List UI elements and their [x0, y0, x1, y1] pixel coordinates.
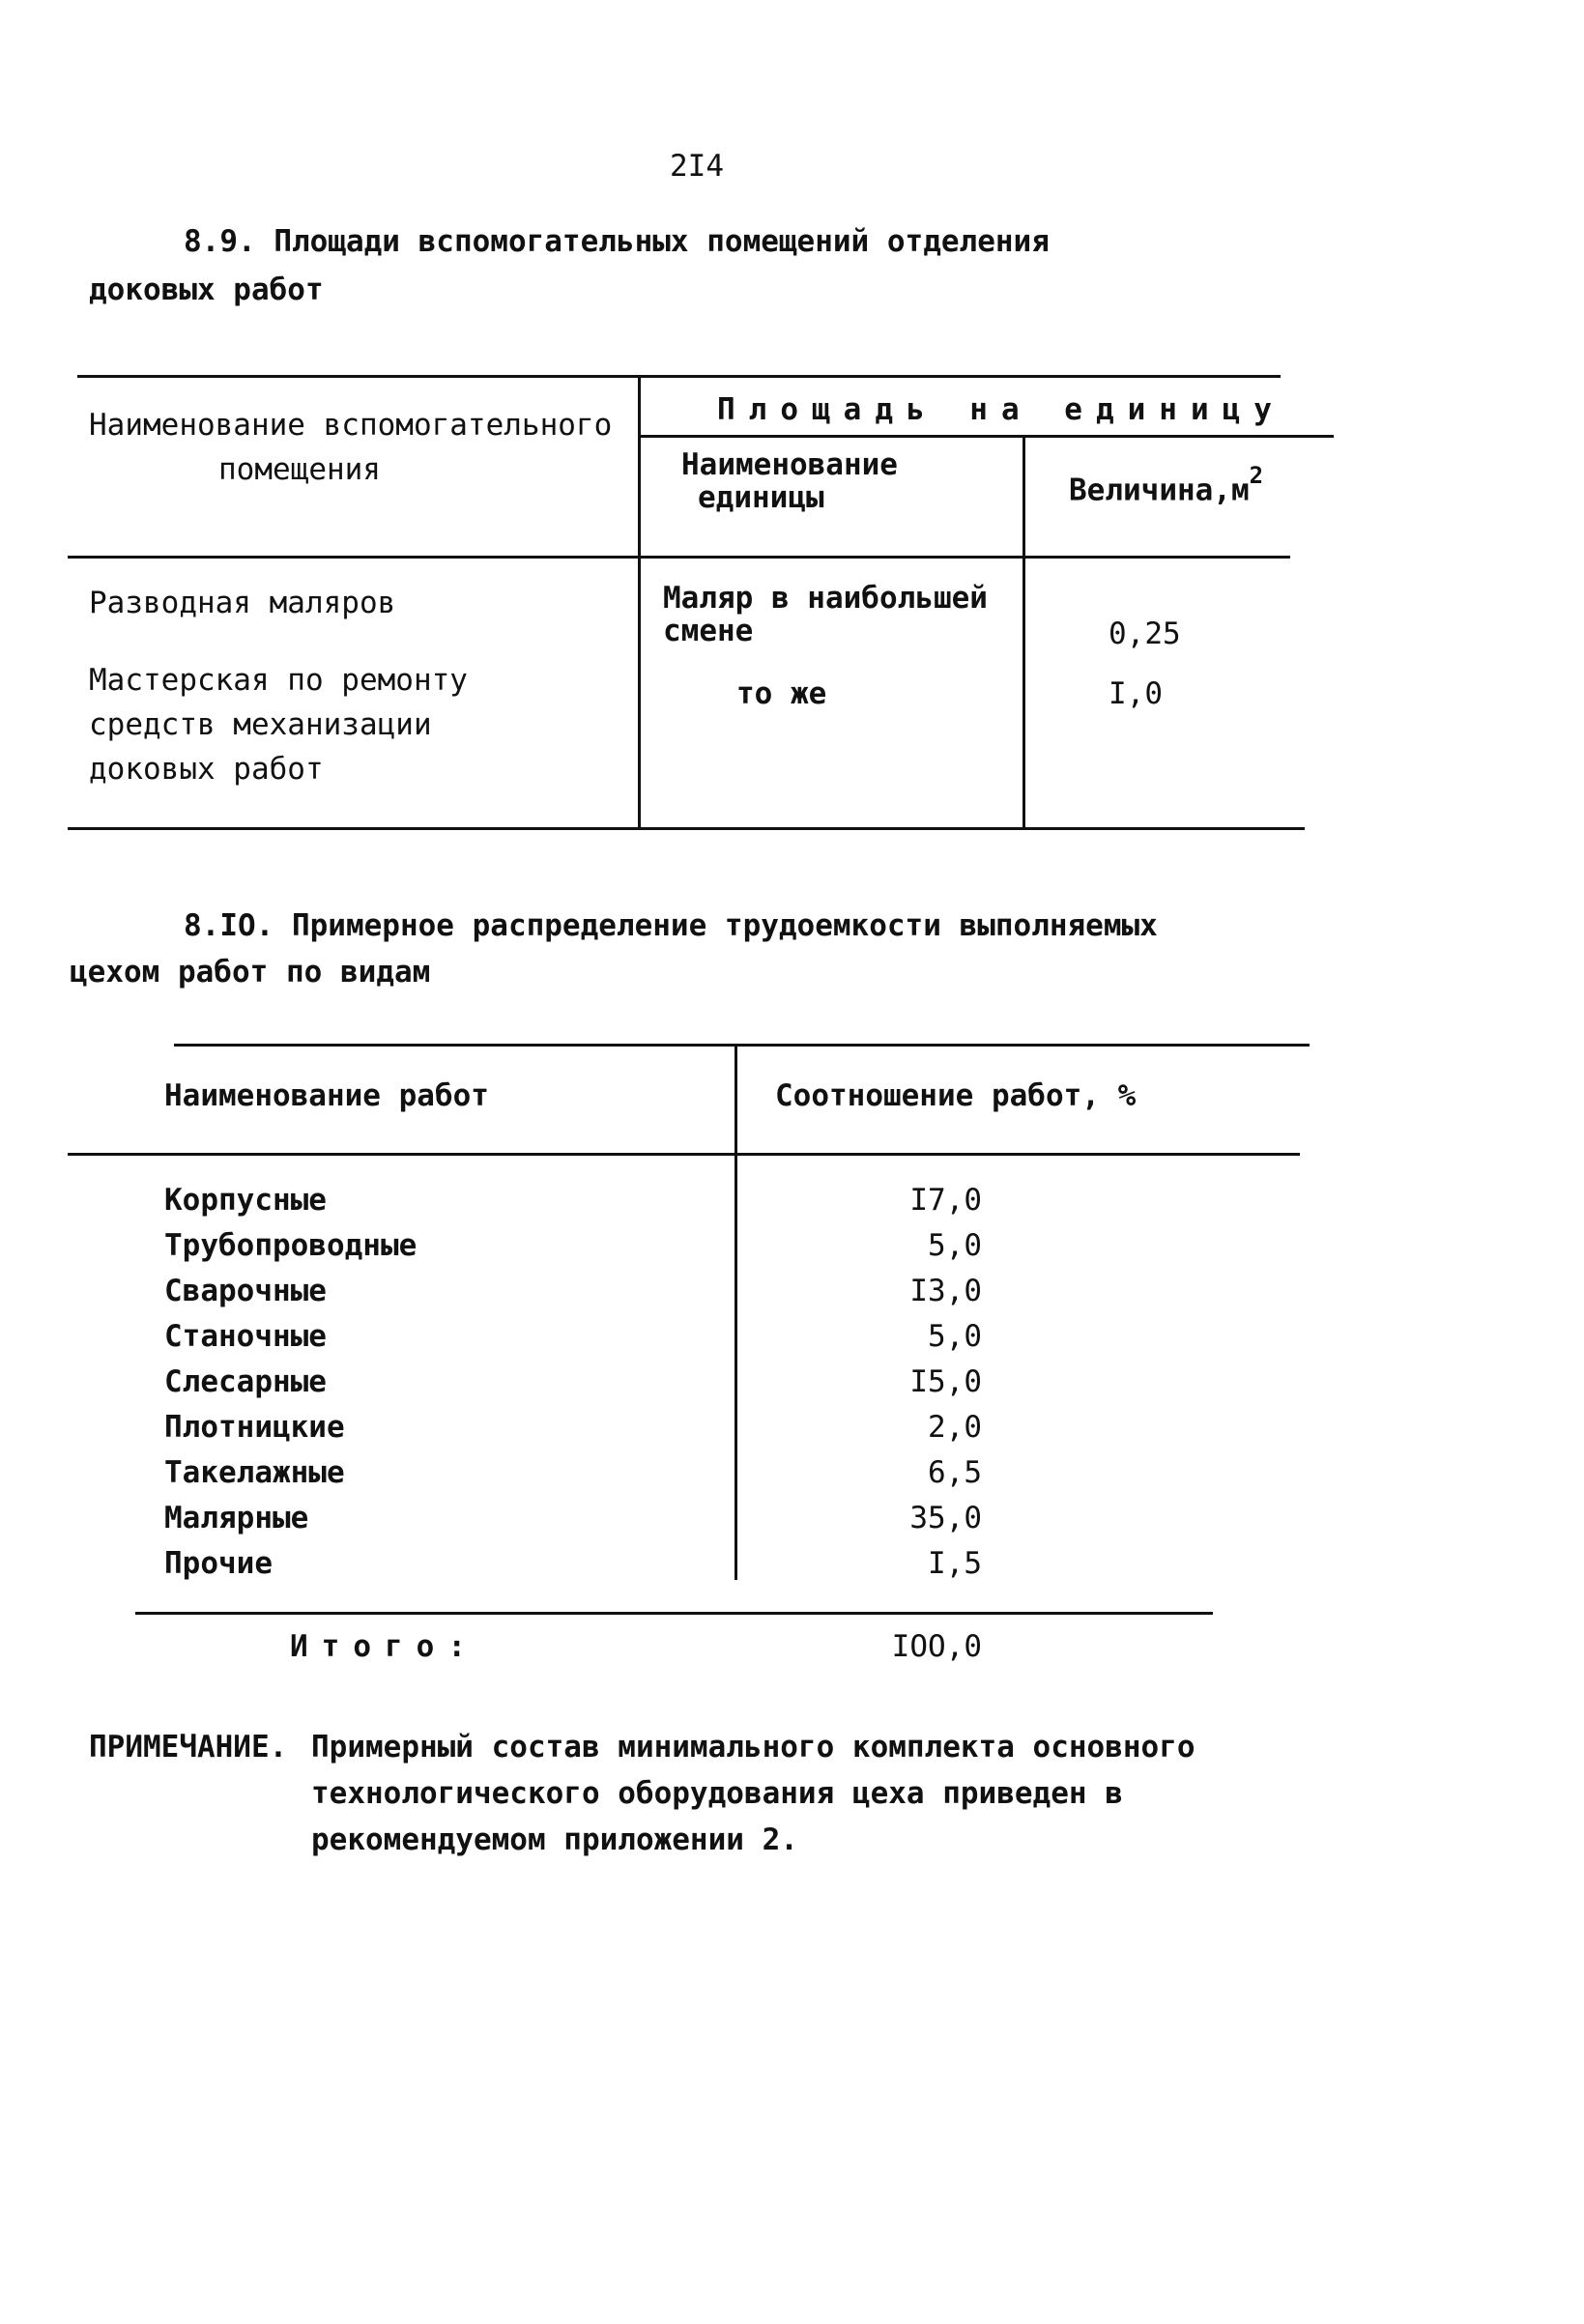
- table1-divider-1: [638, 375, 641, 829]
- table2-row-name: Трубопроводные: [164, 1228, 418, 1263]
- page-number: 2I4: [670, 149, 724, 184]
- table2-row-name: Такелажные: [164, 1455, 345, 1490]
- table1-row2-name-line1: Мастерская по ремонту: [89, 663, 468, 698]
- table2-total-value: IOO,0: [891, 1629, 982, 1664]
- table1-group-header: Площадь на единицу: [717, 392, 1285, 427]
- table2-top-rule: [174, 1044, 1310, 1047]
- table2-row-value: I,5: [928, 1546, 982, 1581]
- table2-row-value: 6,5: [928, 1455, 982, 1490]
- table1-header-rule: [68, 556, 1290, 559]
- table2-row-name: Станочные: [164, 1319, 327, 1354]
- table2-col1-header: Наименование работ: [164, 1078, 489, 1113]
- table2-total-rule: [135, 1612, 1213, 1615]
- table1-col1-header-line2: помещения: [218, 452, 381, 487]
- section-8-10-heading-line1: 8.IO. Примерное распределение трудоемкости выполняемых: [184, 908, 1158, 943]
- table2-row-name: Плотницкие: [164, 1410, 345, 1445]
- note-line3: рекомендуемом приложении 2.: [311, 1822, 798, 1857]
- table2-row-name: Прочие: [164, 1546, 273, 1581]
- table2-row-name: Корпусные: [164, 1183, 327, 1218]
- table1-col3-header-text: Величина,м: [1069, 473, 1250, 508]
- table1-row2-name-line2: средств механизации: [89, 707, 432, 742]
- table1-row2-value: I,0: [1109, 676, 1163, 711]
- table2-row-value: 5,0: [928, 1319, 982, 1354]
- table2-row-name: Сварочные: [164, 1274, 327, 1308]
- table2-row-name: Слесарные: [164, 1364, 327, 1399]
- table1-row1-unit-line2: смене: [663, 614, 754, 648]
- table2-total-label: Итого:: [290, 1629, 479, 1664]
- table2-row-value: 5,0: [928, 1228, 982, 1263]
- table1-bottom-rule: [68, 827, 1305, 830]
- table2-row-name: Малярные: [164, 1501, 309, 1535]
- table1-col3-superscript: 2: [1249, 462, 1264, 489]
- table2-row-value: 35,0: [909, 1501, 982, 1535]
- note-line1: Примерный состав минимального комплекта основного: [311, 1730, 1195, 1765]
- note-line2: технологического оборудования цеха приведен в: [311, 1776, 1123, 1811]
- section-8-10-heading-line2: цехом работ по видам: [70, 955, 431, 990]
- section-8-9-heading-line1: 8.9. Площади вспомогательных помещений отделения: [184, 224, 1050, 259]
- table1-row1-value: 0,25: [1109, 617, 1181, 651]
- table2-header-rule: [68, 1153, 1300, 1156]
- table2-row-value: I7,0: [909, 1183, 982, 1218]
- table2-col2-header: Соотношение работ, %: [775, 1078, 1137, 1113]
- table1-row2-name-line3: доковых работ: [89, 752, 324, 787]
- table1-row2-unit: то же: [736, 676, 827, 711]
- table2-row-value: I3,0: [909, 1274, 982, 1308]
- section-8-9-heading-line2: доковых работ: [89, 273, 324, 307]
- table2-row-value: I5,0: [909, 1364, 982, 1399]
- table1-row1-unit-line1: Маляр в наибольшей: [663, 581, 988, 616]
- table1-col3-header: [1069, 460, 1263, 511]
- table1-group-rule: [640, 435, 1334, 438]
- table2-row-value: 2,0: [928, 1410, 982, 1445]
- table1-row1-name: Разводная маляров: [89, 586, 396, 620]
- table1-col2-header-line1: Наименование: [681, 447, 898, 482]
- table1-top-rule: [77, 375, 1281, 378]
- table1-col1-header-line1: Наименование вспомогательного: [89, 408, 613, 443]
- table2-divider: [734, 1044, 737, 1580]
- table1-divider-2: [1022, 435, 1025, 829]
- table1-col2-header-line2: единицы: [698, 480, 824, 515]
- note-label: ПРИМЕЧАНИЕ.: [89, 1730, 288, 1765]
